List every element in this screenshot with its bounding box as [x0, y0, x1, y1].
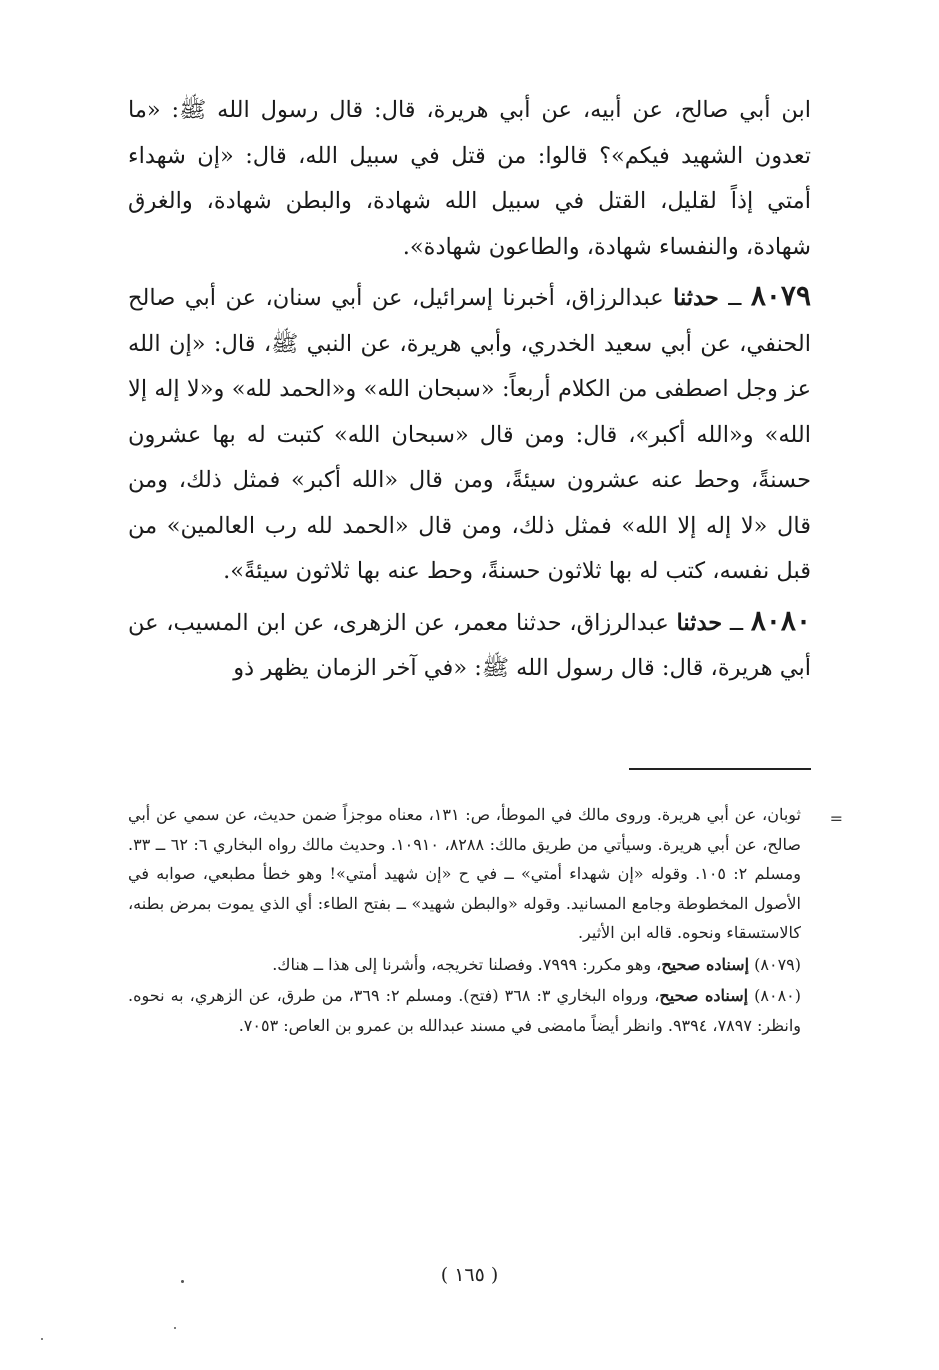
hadith-dash: ــ	[718, 285, 751, 311]
hadith-text: عبدالرزاق، أخبرنا إسرائيل، عن أبي سنان، عن أبي صالح الحنفي، عن أبي سعيد الخدري، وأبي هريرة، عن النبي ﷺ، قال: «إن الله عز وجل اصطفى من الكلام أربعاً: «سبحان الله» و«الحمد لله» و«لا إله إلا الله» و«الله أكبر»، قال: ومن قال «سبحان الله» كتبت له بها عشرون حسنةً، وحط عنه عشرون سيئةً، ومن قال «الله أكبر» فمثل ذلك، ومن قال «لا إله إلا الله» فمثل ذلك، ومن قال «الحمد لله رب العالمين» من قبل نفسه، كتب له بها ثلاثون حسنةً، وحط عنه بها ثلاثون سيئةً».	[128, 285, 811, 584]
hadith-8080	[128, 598, 811, 692]
scan-speck	[41, 1338, 43, 1340]
scan-speck	[181, 1280, 184, 1283]
hadith-text: عبدالرزاق، حدثنا معمر، عن الزهرى، عن ابن المسيب، عن أبي هريرة، قال: قال رسول الله ﷺ: «في آخر الزمان يظهر ذو	[128, 609, 811, 681]
hadith-number: ٨٠٨٠	[750, 603, 811, 637]
footnote-text: ، وهو مكرر: ٧٩٩٩. وفصلنا تخريجه، وأشرنا إلى هذا ــ هناك.	[272, 954, 662, 974]
scan-speck	[174, 1327, 176, 1329]
footnote-number: (٨٠٧٩)	[754, 954, 801, 974]
isnad-grade: إسناده صحيح	[659, 986, 749, 1005]
hadith-8079	[128, 273, 811, 595]
main-text-block	[128, 88, 811, 692]
page-number: ( ١٦٥ )	[440, 1264, 499, 1286]
hadith-dash: ــ	[722, 609, 751, 636]
footnote-8080	[128, 981, 801, 1040]
footnote-number: (٨٠٨٠)	[754, 986, 802, 1005]
haddathana-label: حدثنا	[673, 285, 719, 311]
footnote-continuation-text: ثوبان، عن أبي هريرة. وروى مالك في الموطأ، ص: ١٣١، معناه موجزاً ضمن حديث، عن سمي عن أبي صالح، عن أبي هريرة. وسيأتي من طريق مالك: ٨٢٨٨، ١٠٩١٠. وحديث مالك رواه البخاري ٦: ٦٢ ــ ٣٣. ومسلم ٢: ١٠٥. وقوله «إن شهداء أمتي» ــ في ح «إن شهيد أمتي»! وهو خطأ مطبعي، صوابه في الأصول المخطوطة وجامع المسانيد. وقوله «والبطن شهيد» ــ بفتح الطاء: أي الذي يموت بمرض بطنه، كالاستسقاء ونحوه. قاله ابن الأثير.	[128, 805, 802, 942]
footnote-text: ، ورواه البخاري ٣: ٣٦٨ (فتح). ومسلم ٢: ٣٦٩، من طرق، عن الزهري، به نحوه. وانظر: ٧٨٩٧، ٩٣٩٤. وانظر أيضاً مامضى في مسند عبدالله بن عمرو بن العاص: ٧٠٥٣.	[128, 986, 801, 1035]
haddathana-label: حدثنا	[676, 609, 723, 636]
footnotes-block	[128, 800, 843, 1040]
footnote-separator-line	[629, 768, 811, 770]
footnote-continuation	[128, 800, 843, 948]
continuation-mark: =	[829, 809, 843, 828]
hadith-number: ٨٠٧٩	[750, 279, 811, 312]
isnad-grade: إسناده صحيح	[661, 954, 750, 974]
hadith-continuation-paragraph: ابن أبي صالح، عن أبيه، عن أبي هريرة، قال: قال رسول الله ﷺ: «ما تعدون الشهيد فيكم»؟ قالوا: من قتل في سبيل الله، قال: «إن شهداء أمتي إذاً لقليل، القتل في سبيل الله شهادة، والبطن شهادة، والغرق شهادة، والنفساء شهادة، والطاعون شهادة».	[128, 97, 811, 260]
footnote-8079	[128, 950, 801, 980]
